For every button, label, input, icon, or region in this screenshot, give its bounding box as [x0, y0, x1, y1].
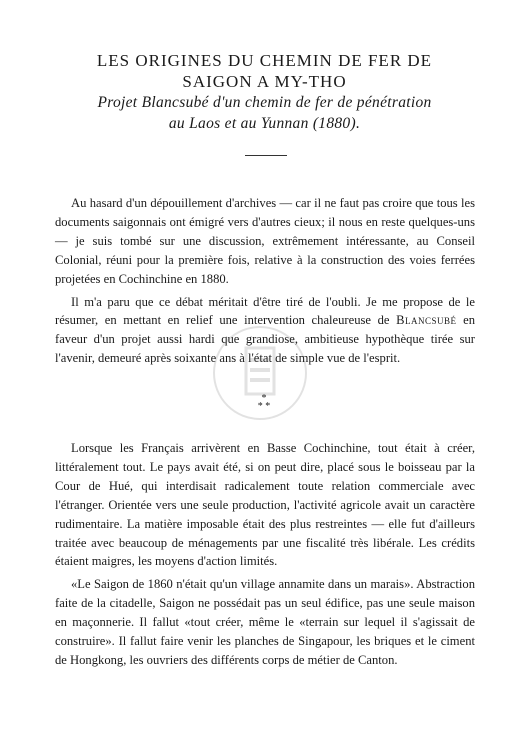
intro-paragraph-2-end: en faveur d'un projet aussi hardi que grandiose, ambitieuse hypothèque tirée sur l'avenir, demeuré après soixante ans à l'état de simple vue de l'esprit.: [55, 313, 475, 366]
main-paragraph-1: Lorsque les Français arrivèrent en Basse Cochinchine, tout était à créer, littéralement tout. Le pays avait été, si on peut dire, placé sous le boisseau par la Cour de Hué, qui interdisait radicalement toute relation commerciale avec l'étranger. Orientée vers une seule production, l'activité agricole avait un caractère rudimentaire. La matière imposable était des plus restreintes — elle fut d'ailleurs traitée avec beaucoup de ménagements par une fiscalité très libérale. Les crédits étaient maigres, les moyens d'action limités.: [55, 441, 475, 569]
title-divider: [245, 155, 287, 156]
main-paragraph-2: «Le Saigon de 1860 n'était qu'un village annamite dans un marais». Abstraction faite de la citadelle, Saigon ne possédait pas un seul édifice, pas une seule maison en maçonnerie. Il fallut «tout créer, même le «terrain sur lequel il s'agissait de construire». Il fallut faire venir les planches de Singapour, les briques et le ciment de Hongkong, les ouvriers des différents corps de métier de Canton.: [55, 577, 475, 667]
title-line-2: SAIGON A MY-THO: [182, 72, 347, 91]
asterism-top: *: [261, 393, 267, 404]
asterism-bottom: * *: [257, 401, 271, 412]
subtitle-line-2: au Laos et au Yunnan (1880).: [168, 115, 361, 132]
article-title-block: [60, 50, 469, 134]
section-separator-asterism: [244, 395, 284, 411]
person-name: Blancsubé: [396, 313, 457, 328]
main-section: [55, 439, 475, 670]
intro-paragraph-2-start: Il m'a paru que ce débat méritait d'être tiré de l'oubli. Je me propose de le résumer, en mettant en relief une intervention chaleureuse de: [55, 294, 475, 328]
subtitle-line-1: Projet Blancsubé d'un chemin de fer de pénétration: [97, 94, 432, 111]
intro-paragraph-1: Au hasard d'un dépouillement d'archives — car il ne faut pas croire que tous les documents saigonnais ont émigré vers d'autres cieux; il nous en reste quelques-uns — je suis tombé sur une discussion, extrêmement intéressante, au Conseil Colonial, réuni pour la première fois, relative à la construction des voies ferrées projetées en Cochinchine en 1880.: [55, 196, 475, 286]
title-line-1: LES ORIGINES DU CHEMIN DE FER DE: [96, 51, 433, 70]
